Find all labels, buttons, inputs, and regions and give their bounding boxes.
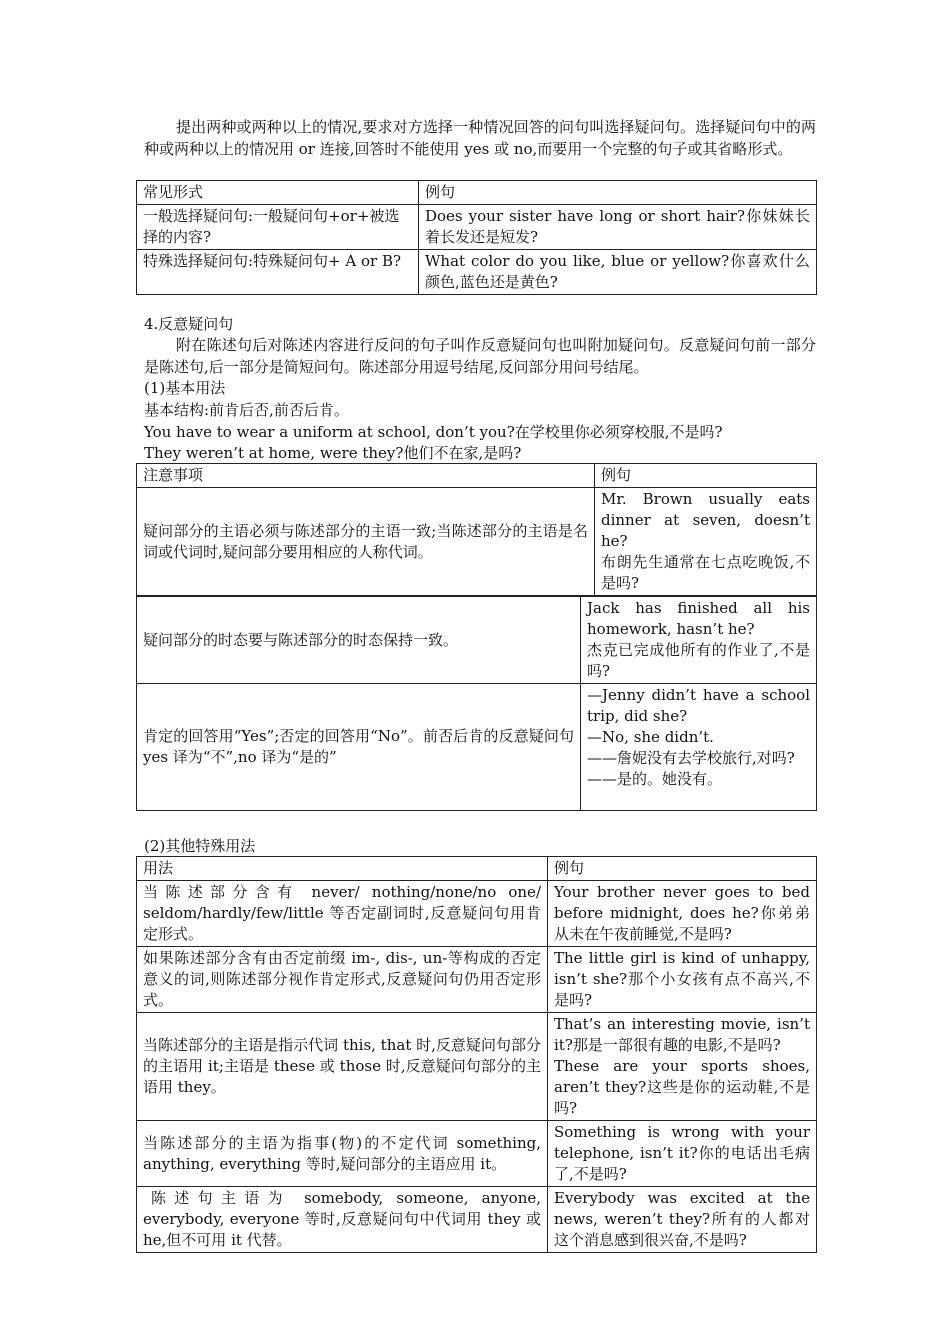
table-row [137, 250, 817, 295]
table-header-row [137, 857, 817, 881]
header-cell: 注意事项 [137, 464, 595, 488]
table-row [137, 1013, 817, 1121]
intro-paragraph: 提出两种或两种以上的情况,要求对方选择一种情况回答的问句叫选择疑问句。选择疑问句中的两种或两种以上的情况用 or 连接,回答时不能使用 yes 或 no,而要用一个完整的句子或其省略形式。 [144, 118, 816, 158]
table-row [137, 684, 817, 811]
table-cell: 当陈述部分的主语为指事(物)的不定代词 something, anything, everything 等时,疑问部分的主语应用 it。 [137, 1121, 548, 1187]
table-cell: 如果陈述部分含有由否定前缀 im-, dis-, un-等构成的否定意义的词,则陈述部分视作肯定形式,反意疑问句仍用否定形式。 [137, 947, 548, 1013]
table-cell: Does your sister have long or short hair?你妹妹长着长发还是短发? [419, 205, 817, 250]
header-cell: 例句 [419, 181, 817, 205]
table-cell: Jack has finished all his homework, hasn’t he? 杰克已完成他所有的作业了,不是吗? [581, 597, 817, 684]
choice-question-table [136, 180, 817, 295]
table-header-row [137, 464, 817, 488]
table-header-row [137, 181, 817, 205]
table-cell: Something is wrong with your telephone, isn’t it?你的电话出毛病了,不是吗? [548, 1121, 817, 1187]
table-cell: 陈述句主语为 somebody, someone, anyone, everybody, everyone 等时,反意疑问句中代词用 they 或 he,但不可用 it 代替。 [137, 1187, 548, 1253]
header-cell: 用法 [137, 857, 548, 881]
section-description: 附在陈述句后对陈述内容进行反问的句子叫作反意疑问句也叫附加疑问句。反意疑问句前一部分是陈述句,后一部分是简短问句。陈述部分用逗号结尾,反问部分用问号结尾。 [144, 336, 816, 376]
section-title: 4.反意疑问句 [144, 315, 234, 333]
table-row [137, 947, 817, 1013]
table-row [137, 1121, 817, 1187]
subsection-title: (2)其他特殊用法 [144, 837, 256, 855]
table-cell: What color do you like, blue or yellow?你喜欢什么颜色,蓝色还是黄色? [419, 250, 817, 295]
table-cell: 当陈述部分的主语是指示代词 this, that 时,反意疑问句部分的主语用 it;主语是 these 或 those 时,反意疑问句部分的主语用 they。 [137, 1013, 548, 1121]
table-cell: 疑问部分的主语必须与陈述部分的主语一致;当陈述部分的主语是名词或代词时,疑问部分要用相应的人称代词。 [137, 488, 595, 596]
table-row [137, 881, 817, 947]
table-cell: —Jenny didn’t have a school trip, did she? —No, she didn’t. ——詹妮没有去学校旅行,对吗? ——是的。她没有。 [581, 684, 817, 811]
subsection-title: (1)基本用法 [144, 379, 226, 397]
special-usage-table [136, 856, 817, 1253]
table-cell: Mr. Brown usually eats dinner at seven, doesn’t he? 布朗先生通常在七点吃晚饭,不是吗? [595, 488, 817, 596]
notes-table-continued [136, 596, 817, 811]
table-row [137, 1187, 817, 1253]
table-cell: 肯定的回答用“Yes”;否定的回答用“No”。前否后肯的反意疑问句 yes 译为“不”,no 译为“是的” [137, 684, 581, 811]
header-cell: 例句 [548, 857, 817, 881]
example-line: They weren’t at home, were they?他们不在家,是吗? [144, 444, 522, 462]
table-cell: 特殊选择疑问句:特殊疑问句+ A or B? [137, 250, 419, 295]
example-line: You have to wear a uniform at school, don’t you?在学校里你必须穿校服,不是吗? [144, 423, 723, 441]
table-cell: 疑问部分的时态要与陈述部分的时态保持一致。 [137, 597, 581, 684]
table-cell: 当陈述部分含有 never/ nothing/none/no one/ seldom/hardly/few/little 等否定副词时,反意疑问句用肯定形式。 [137, 881, 548, 947]
table-cell: 一般选择疑问句:一般疑问句+or+被选择的内容? [137, 205, 419, 250]
table-row [137, 488, 817, 596]
table-cell: That’s an interesting movie, isn’t it?那是一部很有趣的电影,不是吗? These are your sports shoes, aren’t they?这些是你的运动鞋,不是吗? [548, 1013, 817, 1121]
table-row [137, 205, 817, 250]
table-cell: Your brother never goes to bed before midnight, does he?你弟弟从未在午夜前睡觉,不是吗? [548, 881, 817, 947]
header-cell: 例句 [595, 464, 817, 488]
header-cell: 常见形式 [137, 181, 419, 205]
structure-line: 基本结构:前肯后否,前否后肯。 [144, 401, 349, 419]
notes-table [136, 463, 817, 596]
table-cell: Everybody was excited at the news, weren’t they?所有的人都对这个消息感到很兴奋,不是吗? [548, 1187, 817, 1253]
table-cell: The little girl is kind of unhappy, isn’t she?那个小女孩有点不高兴,不是吗? [548, 947, 817, 1013]
table-row [137, 597, 817, 684]
